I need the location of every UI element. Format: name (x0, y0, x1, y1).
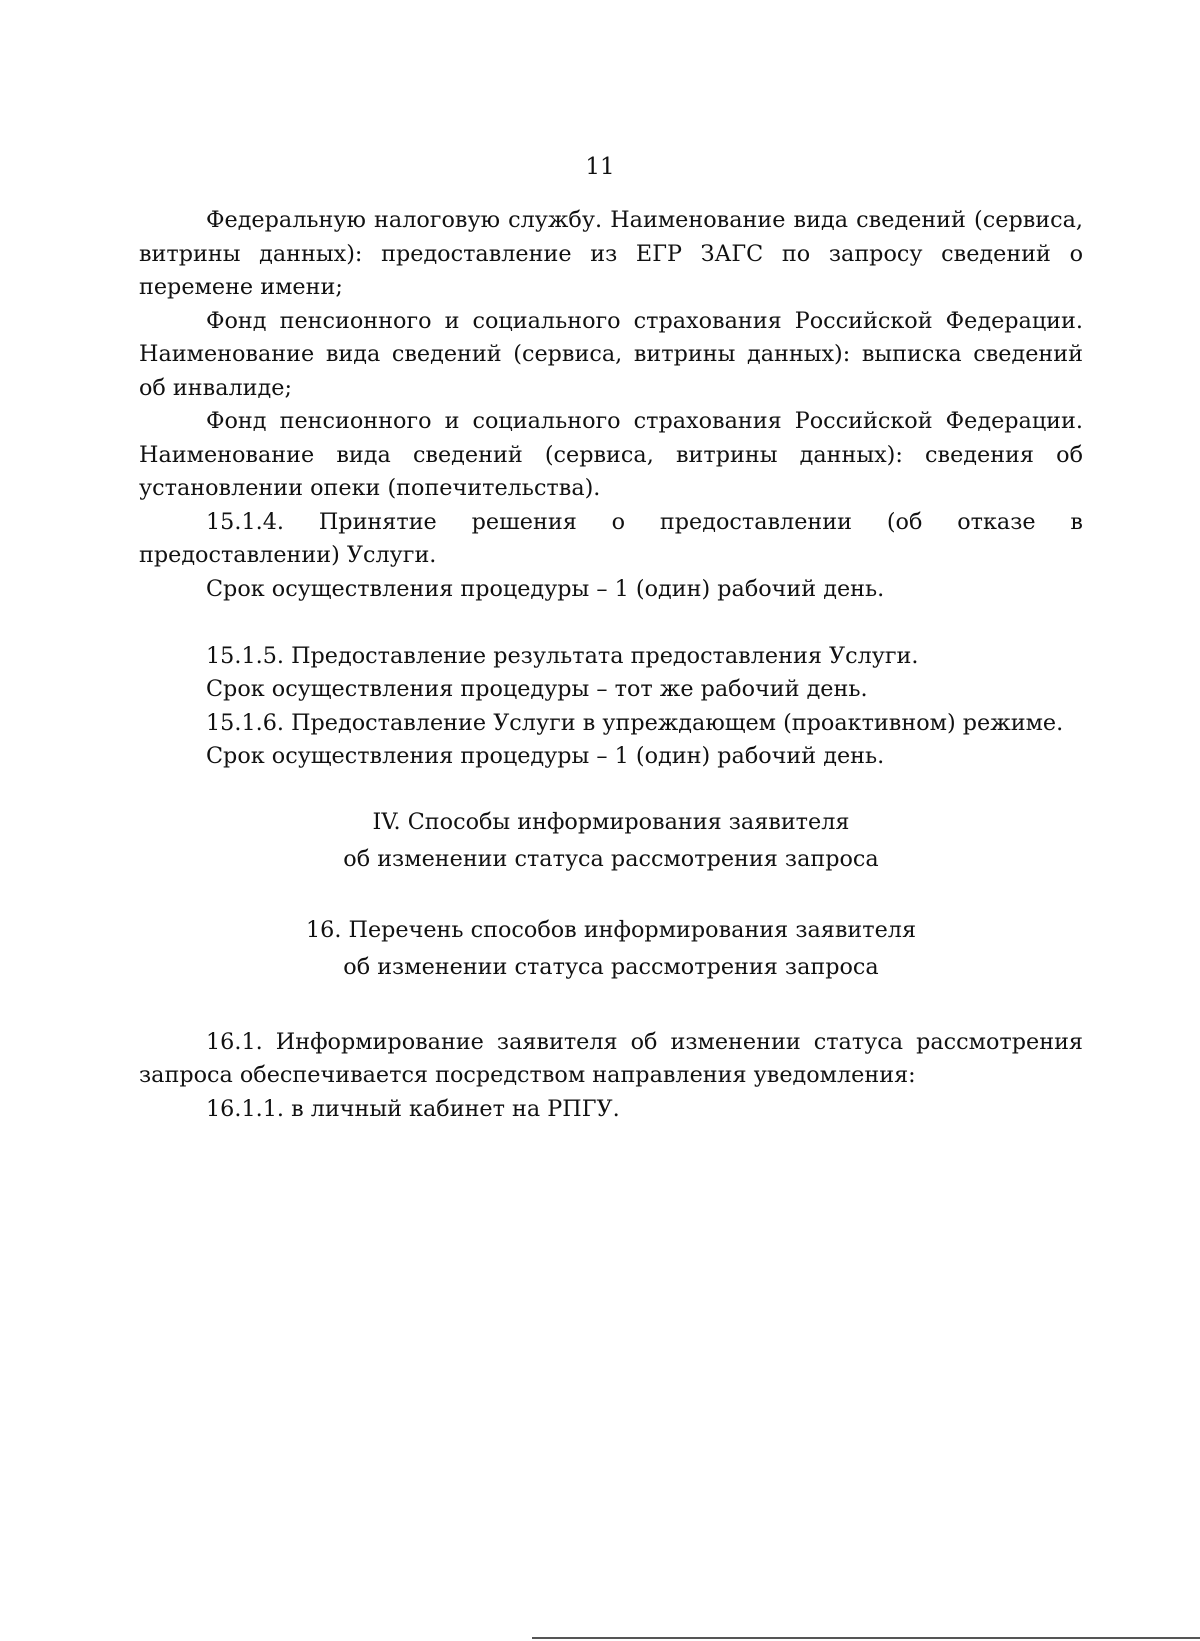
page-number: 11 (585, 154, 615, 180)
paragraph-15-1-4-term: Срок осуществления процедуры – 1 (один) рабочий день. (206, 575, 885, 602)
section-heading-line-2: об изменении статуса рассмотрения запроса (343, 846, 879, 872)
paragraph-fns: Федеральную налоговую службу. Наименование вида сведений (сервиса, витрины данных): предоставление из ЕГР ЗАГС по запросу сведений о перемене имени; (139, 207, 1083, 300)
section-heading-iv (139, 804, 1083, 879)
paragraph-15-1-6-term: Срок осуществления процедуры – 1 (один) рабочий день. (206, 743, 885, 769)
paragraph-15-1-4: 15.1.4. Принятие решения о предоставлении (об отказе в предоставлении) Услуги. (139, 508, 1083, 568)
section-heading-line-1: IV. Способы информирования заявителя (372, 808, 850, 835)
paragraph-16-1-1: 16.1.1. в личный кабинет на РПГУ. (206, 1095, 620, 1122)
paragraph-sfr-disability: Фонд пенсионного и социального страхования Российской Федерации. Наименование вида сведений (сервиса, витрины данных): выписка сведений об инвалиде; (139, 307, 1083, 401)
document-body (139, 204, 1083, 1126)
spacer (139, 774, 1083, 804)
spacer (139, 987, 1083, 1026)
paragraph-sfr-guardianship: Фонд пенсионного и социального страхования Российской Федерации. Наименование вида сведений (сервиса, витрины данных): сведения об установлении опеки (попечительства). (139, 408, 1083, 501)
paragraph-15-1-5: 15.1.5. Предоставление результата предоставления Услуги. (206, 642, 919, 669)
spacer (139, 606, 1083, 640)
subsection-heading-line-1: 16. Перечень способов информирования заявителя (305, 916, 917, 943)
spacer (139, 879, 1083, 912)
subsection-heading-16 (139, 912, 1083, 987)
paragraph-15-1-5-term: Срок осуществления процедуры – тот же рабочий день. (206, 676, 868, 702)
paragraph-15-1-6: 15.1.6. Предоставление Услуги в упреждающем (проактивном) режиме. (206, 709, 1064, 736)
page-edge-line (532, 1637, 1200, 1639)
subsection-heading-line-2: об изменении статуса рассмотрения запроса (343, 954, 879, 980)
paragraph-16-1: 16.1. Информирование заявителя об изменении статуса рассмотрения запроса обеспечивается посредством направления уведомления: (139, 1028, 1083, 1088)
